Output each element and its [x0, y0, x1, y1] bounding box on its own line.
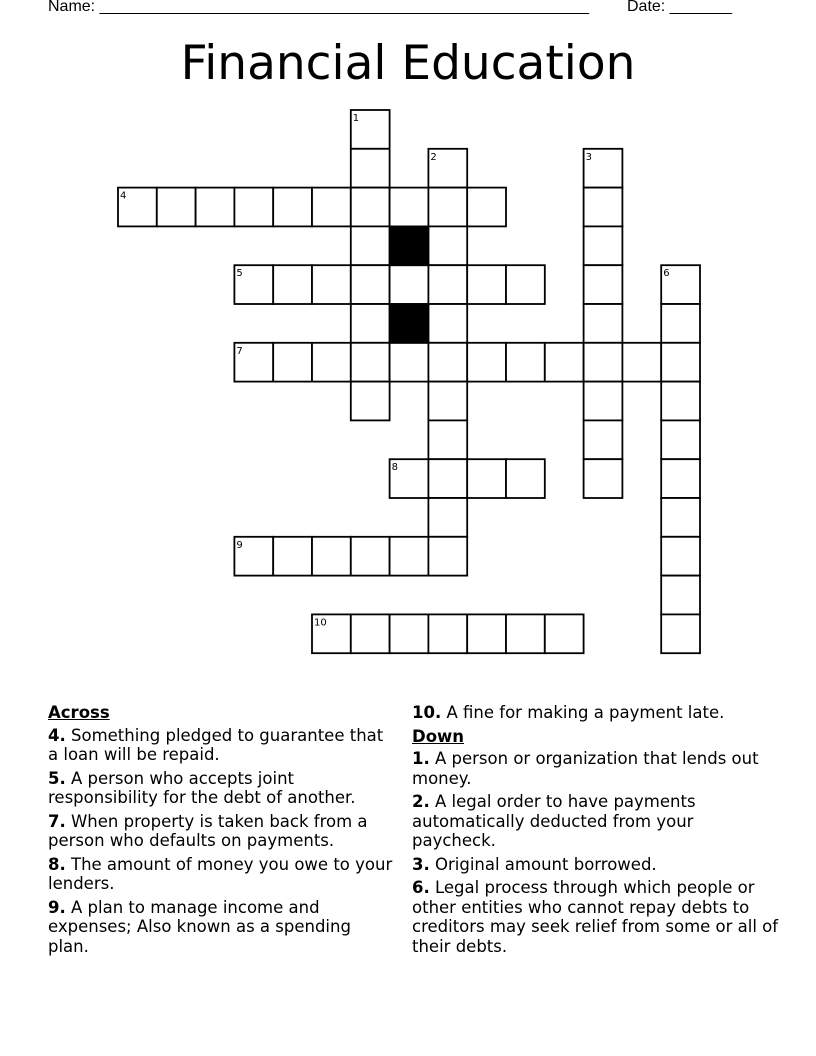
crossword-cell[interactable]: [506, 614, 545, 653]
clue-text: A person who accepts joint responsibility for the debt of another.: [48, 768, 356, 807]
clue-number: 7.: [48, 811, 66, 831]
crossword-cell[interactable]: [584, 304, 623, 343]
crossword-cell[interactable]: [273, 343, 312, 382]
crossword-cell[interactable]: [506, 343, 545, 382]
clue-number: 10.: [412, 703, 442, 722]
crossword-cell[interactable]: [234, 188, 273, 227]
crossword-cell[interactable]: [351, 226, 390, 265]
crossword-cell[interactable]: [428, 537, 467, 576]
crossword-cell[interactable]: [351, 614, 390, 653]
crossword-cell[interactable]: [545, 343, 584, 382]
crossword-cell[interactable]: [661, 614, 700, 653]
clue-number: 1.: [412, 749, 430, 768]
crossword-cell[interactable]: [351, 343, 390, 382]
clue-number-label: 7: [236, 345, 243, 357]
crossword-cell[interactable]: [661, 459, 700, 498]
crossword-cell[interactable]: [428, 226, 467, 265]
clue-number: 8.: [48, 854, 66, 874]
crossword-cell[interactable]: [428, 304, 467, 343]
crossword-cell[interactable]: [428, 382, 467, 421]
crossword-cell[interactable]: [157, 188, 196, 227]
crossword-cell[interactable]: [196, 188, 235, 227]
crossword-cell[interactable]: [584, 188, 623, 227]
clue-text: A person or organization that lends out money.: [412, 749, 759, 788]
down-clue-3: [412, 855, 782, 875]
crossword-cell[interactable]: [428, 614, 467, 653]
crossword-cell[interactable]: [545, 614, 584, 653]
crossword-cell[interactable]: [390, 188, 429, 227]
name-field-label: Name: _______________________________________________________: [48, 0, 589, 15]
crossword-cell[interactable]: [273, 265, 312, 304]
crossword-cell[interactable]: [661, 343, 700, 382]
crossword-cell[interactable]: [584, 226, 623, 265]
crossword-black-cell: [390, 304, 429, 343]
crossword-cell[interactable]: [428, 498, 467, 537]
clue-text: The amount of money you owe to your lenders.: [48, 854, 393, 893]
clue-number: 9.: [48, 897, 66, 917]
clues-right-column: [412, 703, 782, 960]
crossword-cell[interactable]: [390, 343, 429, 382]
down-clue-1: [412, 749, 782, 788]
clue-number: 2.: [412, 792, 430, 811]
crossword-cell[interactable]: [506, 265, 545, 304]
clue-text: A fine for making a payment late.: [441, 703, 725, 722]
clue-number-label: 2: [430, 151, 437, 163]
crossword-cell[interactable]: [584, 459, 623, 498]
clue-number-label: 5: [236, 268, 243, 280]
crossword-cell[interactable]: [351, 537, 390, 576]
clues-left-column: [48, 703, 393, 960]
across-clue-5: [48, 769, 393, 808]
page-title: Financial Education: [180, 36, 636, 91]
crossword-cell[interactable]: [467, 614, 506, 653]
crossword-cell[interactable]: [661, 304, 700, 343]
crossword-cell[interactable]: [428, 188, 467, 227]
crossword-cell[interactable]: [351, 149, 390, 188]
crossword-cell[interactable]: [351, 188, 390, 227]
crossword-cell[interactable]: [584, 382, 623, 421]
crossword-cell[interactable]: [351, 304, 390, 343]
crossword-cell[interactable]: [467, 265, 506, 304]
down-clue-6: [412, 878, 782, 956]
crossword-cell[interactable]: [428, 459, 467, 498]
crossword-cell[interactable]: [428, 420, 467, 459]
crossword-cell[interactable]: [390, 614, 429, 653]
crossword-cell[interactable]: [428, 343, 467, 382]
crossword-cell[interactable]: [312, 188, 351, 227]
across-clue-7: [48, 812, 393, 851]
crossword-cell[interactable]: [351, 265, 390, 304]
down-clue-2: [412, 792, 782, 851]
crossword-cell[interactable]: [661, 498, 700, 537]
crossword-cell[interactable]: [312, 343, 351, 382]
clue-number-label: 10: [314, 617, 327, 629]
crossword-cell[interactable]: [661, 420, 700, 459]
clue-number-label: 3: [585, 151, 592, 163]
clue-text: A legal order to have payments automatically deducted from your paycheck.: [412, 792, 696, 850]
crossword-cell[interactable]: [312, 537, 351, 576]
clue-number-label: 6: [663, 268, 670, 280]
crossword-cell[interactable]: [467, 343, 506, 382]
crossword-cell[interactable]: [584, 420, 623, 459]
clue-text: When property is taken back from a person who defaults on payments.: [48, 811, 368, 850]
across-heading: Across: [48, 703, 110, 722]
crossword-cell[interactable]: [273, 188, 312, 227]
clue-number: 4.: [48, 725, 66, 745]
clue-number-label: 8: [391, 462, 398, 474]
clue-number: 5.: [48, 768, 66, 788]
across-clue-9: [48, 898, 393, 957]
clue-text: Original amount borrowed.: [429, 854, 657, 874]
crossword-black-cell: [390, 226, 429, 265]
crossword-cell[interactable]: [467, 459, 506, 498]
clue-number: 3.: [412, 854, 430, 874]
crossword-cell[interactable]: [584, 265, 623, 304]
crossword-cell[interactable]: [273, 537, 312, 576]
clue-text: Legal process through which people or other entities who cannot repay debts to creditors may seek relief from some or all of their debts.: [412, 878, 779, 956]
crossword-cell[interactable]: [390, 537, 429, 576]
crossword-cell[interactable]: [584, 343, 623, 382]
clue-number-label: 1: [352, 113, 360, 124]
crossword-cell[interactable]: [622, 343, 661, 382]
crossword-cell[interactable]: [312, 265, 351, 304]
across-clue-4: [48, 726, 393, 765]
clue-number-label: 9: [236, 539, 243, 551]
clue-number: 6.: [412, 878, 430, 897]
clue-text: Something pledged to guarantee that a loan will be repaid.: [48, 725, 384, 764]
across-clue-10: [412, 703, 782, 723]
crossword-cell[interactable]: [351, 382, 390, 421]
crossword-cell[interactable]: [661, 576, 700, 615]
crossword-cell[interactable]: [661, 382, 700, 421]
crossword-cell[interactable]: [390, 265, 429, 304]
crossword-cell[interactable]: [506, 459, 545, 498]
crossword-cell[interactable]: [428, 265, 467, 304]
crossword-cell[interactable]: [467, 188, 506, 227]
clue-number-label: 4: [120, 190, 127, 202]
across-clue-8: [48, 855, 393, 894]
clue-text: A plan to manage income and expenses; Also known as a spending plan.: [48, 897, 351, 956]
date-field-label: Date: _______: [627, 0, 732, 15]
crossword-cell[interactable]: [661, 537, 700, 576]
down-heading: Down: [412, 726, 465, 746]
